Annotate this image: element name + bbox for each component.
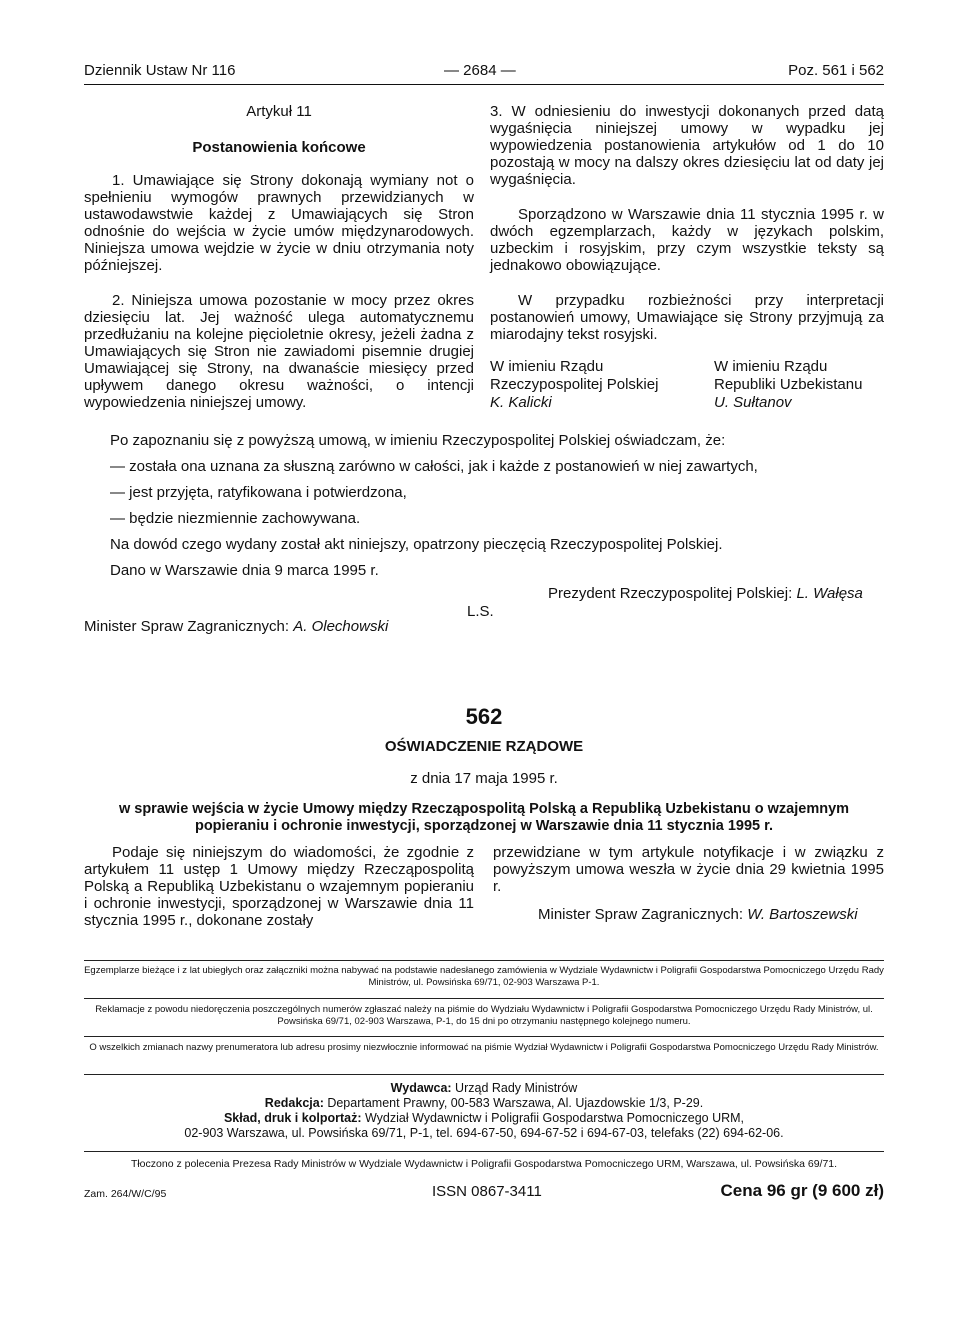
subject-line: w sprawie wejścia w życie Umowy między Rzecząpospolitą Polską a Republiką Uzbekistanu o wzajemnym bbox=[118, 801, 850, 817]
paragraph-3: 3. W odniesieniu do inwestycji dokonanych przed datą wygaśnięcia niniejszej umowy w wypadku jej wypowiedzenia postanowienia artykułów od 1 do 10 pozostają w mocy na dalszy okres dziesięciu lat od daty jej wygaśnięcia. bbox=[490, 103, 884, 188]
minister-signature bbox=[84, 618, 388, 635]
done-at-paragraph: Sporządzono w Warszawie dnia 11 stycznia 1995 r. w dwóch egzemplarzach, każdy w językach polskim, uzbeckim i rosyjskim, przy czym wszystkie teksty są jednakowo obowiązujące. bbox=[490, 206, 884, 274]
ratification-proof: Na dowód czego wydany został akt niniejszy, opatrzony pieczęcią Rzeczypospolitej Polskiej. bbox=[110, 536, 723, 553]
paragraph-2: 2. Niniejsza umowa pozostanie w mocy przez okres dziesięciu lat. Jej ważność ulega automatycznemu przedłużaniu na kolejne pięcioletnie okresy, jeżeli żadna z Umawiających się Stron nie zawiadomi pisemnie drugiej Umawiającej się Strony, na dwanaście miesięcy przed upływem danego okresu ważności, o intencji wypowiedzenia niniejszej umowy. bbox=[84, 292, 474, 411]
footer-rule bbox=[84, 1036, 884, 1037]
footer-rule bbox=[84, 1074, 884, 1075]
statement-text: Podaje się niniejszym do wiadomości, że zgodnie z artykułem 11 ustęp 1 Umowy między Rzecząpospolitą Polską a Republiką Uzbekistanu o wzajemnym popieraniu i ochronie inwestycji, sporządzonej w Warszawie dnia 11 stycznia 1995 r., dokonane zostały bbox=[84, 844, 474, 929]
divergence-paragraph: W przypadku rozbieżności przy interpretacji postanowień umowy, Umawiające się Strony przyjmują za miarodajny tekst rosyjski. bbox=[490, 292, 884, 343]
signature-name: U. Sułtanov bbox=[714, 394, 792, 411]
footer-note-purchase: Egzemplarze bieżące i z lat ubiegłych oraz załączniki można nabywać na podstawie nadesłanego zamówienia w Wydziale Wydawnictw i Poligrafii Gospodarstwa Pomocniczego Urzędu Rady Ministrów, ul. Powsińska 69/71, 02-903 Warszawa P-1. bbox=[84, 965, 884, 988]
signatures bbox=[490, 358, 884, 412]
signature-name: K. Kalicki bbox=[490, 394, 552, 411]
publisher-value: Urząd Rady Ministrów bbox=[451, 1081, 578, 1095]
ratification bbox=[110, 432, 884, 579]
ratification-date: Dano w Warszawie dnia 9 marca 1995 r. bbox=[110, 562, 379, 579]
document-date: z dnia 17 maja 1995 r. bbox=[410, 770, 558, 787]
page-number: — 2684 — bbox=[444, 62, 516, 79]
president-name: L. Wałęsa bbox=[796, 585, 863, 602]
footer-rule bbox=[84, 960, 884, 961]
printed-by: Tłoczono z polecenia Prezesa Rady Ministrów w Wydziale Wydawnictw i Poligrafii Gospodarstwa Pomocniczego URM, Warszawa, ul. Powsińska 69/71. bbox=[130, 1158, 838, 1170]
signature-poland bbox=[490, 358, 658, 412]
minister-signature-562 bbox=[538, 906, 858, 923]
order-number: Zam. 264/W/C/95 bbox=[84, 1188, 167, 1200]
article-11 bbox=[84, 103, 474, 411]
article-subtitle: Postanowienia końcowe bbox=[192, 139, 366, 156]
minister-name: W. Bartoszewski bbox=[747, 906, 858, 923]
imprint bbox=[84, 1081, 884, 1141]
statement-text-continued: przewidziane w tym artykule notyfikacje i w związku z powyższym umowa weszła w życie dnia 29 kwietnia 1995 r. bbox=[493, 844, 884, 895]
paragraph-1: 1. Umawiające się Strony dokonają wymiany not o spełnieniu wymogów prawnych przewidzianych w ustawodawstwie każdej z Umawiających się Stron odnośnie do wejścia w życie umów międzynarodowych. Niniejsza umowa wejdzie w życie w dniu otrzymania noty późniejszej. bbox=[84, 172, 474, 274]
printing-value: Wydział Wydawnictw i Poligrafii Gospodarstwa Pomocniczego URM, bbox=[361, 1111, 745, 1125]
editor-value: Departament Prawny, 00-583 Warszawa, Al. Ujazdowskie 1/3, P-29. bbox=[323, 1096, 704, 1110]
statement-left bbox=[84, 844, 474, 929]
article-title: Artykuł 11 bbox=[246, 103, 312, 120]
imprint-address: 02-903 Warszawa, ul. Powsińska 69/71, P-1, tel. 694-67-50, 694-67-52 i 694-67-03, telefaks (22) 694-62-06. bbox=[184, 1126, 784, 1140]
header-rule bbox=[84, 84, 884, 85]
seal-mark: L.S. bbox=[467, 603, 494, 620]
imprint-editor bbox=[84, 1096, 884, 1111]
publisher-label: Wydawca: bbox=[390, 1081, 452, 1095]
editor-label: Redakcja: bbox=[264, 1096, 324, 1110]
price: Cena 96 gr (9 600 zł) bbox=[720, 1181, 884, 1200]
footer-rule bbox=[84, 998, 884, 999]
statement-right bbox=[493, 844, 884, 895]
footer-rule bbox=[84, 1151, 884, 1152]
imprint-printing bbox=[84, 1111, 884, 1126]
ratification-intro: Po zapoznaniu się z powyższą umową, w imieniu Rzeczypospolitej Polskiej oświadczam, że: bbox=[110, 432, 726, 449]
footer-note-complaints: Reklamacje z powodu niedoręczenia poszczególnych numerów zgłaszać należy na piśmie do Wydziału Wydawnictw i Poligrafii Gospodarstwa Pomocniczego Urzędu Rady Ministrów, ul. Powsińska 69/71, 02-903 Warszawa, P-1, do 15 dni po otrzymaniu następnego kolejnego numeru. bbox=[95, 1004, 873, 1027]
president-label: Prezydent Rzeczypospolitej Polskiej: bbox=[548, 585, 797, 602]
signature-government: Rzeczypospolitej Polskiej bbox=[490, 376, 659, 393]
signature-uzbekistan bbox=[714, 358, 862, 412]
position-numbers: Poz. 561 i 562 bbox=[788, 62, 884, 79]
minister-label: Minister Spraw Zagranicznych: bbox=[538, 906, 748, 923]
minister-label: Minister Spraw Zagranicznych: bbox=[84, 618, 294, 635]
ratification-item: — jest przyjęta, ratyfikowana i potwierdzona, bbox=[110, 484, 407, 501]
imprint-publisher bbox=[84, 1081, 884, 1096]
document-number: 562 bbox=[465, 704, 503, 729]
signature-label: W imieniu Rządu bbox=[714, 358, 828, 375]
footer-note-changes: O wszelkich zmianach nazwy prenumeratora lub adresu prosimy niezwłocznie informować na piśmie Wydział Wydawnictw i Poligrafii Gospodarstwa Pomocniczego Urzędu Rady Ministrów. bbox=[89, 1042, 879, 1053]
printing-label: Skład, druk i kolportaż: bbox=[223, 1111, 362, 1125]
article-11-continued bbox=[490, 103, 884, 412]
ratification-item: — została ona uznana za słuszną zarówno w całości, jak i każde z postanowień w niej zawartych, bbox=[110, 458, 758, 475]
document-title: OŚWIADCZENIE RZĄDOWE bbox=[384, 738, 584, 755]
signature-label: W imieniu Rządu bbox=[490, 358, 604, 375]
president-signature bbox=[548, 585, 863, 602]
issn: ISSN 0867-3411 bbox=[432, 1183, 542, 1200]
minister-name: A. Olechowski bbox=[293, 618, 389, 635]
ratification-item: — będzie niezmiennie zachowywana. bbox=[110, 510, 361, 527]
signature-government: Republiki Uzbekistanu bbox=[714, 376, 863, 393]
document-subject bbox=[84, 801, 884, 835]
subject-line: popieraniu i ochronie inwestycji, sporządzonej w Warszawie dnia 11 stycznia 1995 r. bbox=[194, 818, 774, 834]
journal-title: Dziennik Ustaw Nr 116 bbox=[84, 62, 236, 79]
